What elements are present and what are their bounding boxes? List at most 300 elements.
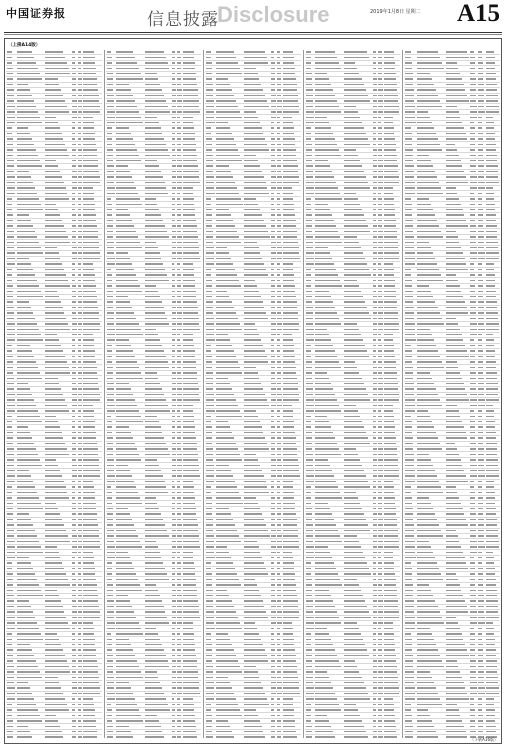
fine-print-placeholder bbox=[283, 350, 294, 351]
fine-print-placeholder bbox=[83, 193, 93, 194]
fine-print-placeholder bbox=[271, 285, 275, 286]
fine-print-placeholder bbox=[216, 144, 237, 145]
fine-print-placeholder bbox=[206, 242, 213, 243]
fine-print-placeholder bbox=[107, 628, 115, 629]
table-cell bbox=[115, 387, 144, 391]
fine-print-placeholder bbox=[206, 225, 212, 226]
table-cell bbox=[82, 333, 101, 337]
fine-print-placeholder bbox=[216, 122, 229, 123]
fine-print-placeholder bbox=[107, 644, 112, 645]
fine-print-placeholder bbox=[7, 231, 14, 232]
fine-print-placeholder bbox=[116, 149, 137, 150]
table-cell bbox=[82, 240, 101, 244]
table-cell bbox=[205, 137, 215, 141]
table-cell bbox=[282, 191, 301, 195]
fine-print-placeholder bbox=[72, 378, 76, 379]
fine-print-placeholder bbox=[283, 285, 295, 286]
fine-print-placeholder bbox=[45, 497, 69, 498]
table-cell bbox=[82, 376, 101, 380]
fine-print-placeholder bbox=[216, 388, 232, 389]
table-cell bbox=[144, 289, 171, 293]
fine-print-placeholder bbox=[145, 95, 164, 96]
table-cell bbox=[144, 229, 171, 233]
fine-print-placeholder bbox=[78, 383, 82, 384]
fine-print-placeholder bbox=[145, 111, 170, 112]
fine-print-placeholder bbox=[107, 486, 112, 487]
fine-print-placeholder bbox=[183, 486, 194, 487]
fine-print-placeholder bbox=[172, 486, 175, 487]
fine-print-placeholder bbox=[7, 73, 13, 74]
fine-print-placeholder bbox=[183, 106, 199, 107]
fine-print-placeholder bbox=[107, 149, 113, 150]
fine-print-placeholder bbox=[145, 51, 164, 52]
fine-print-placeholder bbox=[216, 57, 236, 58]
fine-print-placeholder bbox=[116, 459, 141, 460]
fine-print-placeholder bbox=[244, 437, 265, 438]
table-cell bbox=[16, 229, 45, 233]
fine-print-placeholder bbox=[45, 726, 59, 727]
table-cell bbox=[243, 414, 270, 418]
table-cell bbox=[106, 583, 116, 587]
fine-print-placeholder bbox=[277, 214, 281, 215]
fine-print-placeholder bbox=[183, 503, 195, 504]
table-cell bbox=[182, 588, 201, 592]
fine-print-placeholder bbox=[277, 220, 281, 221]
fine-print-placeholder bbox=[78, 448, 82, 449]
table-cell bbox=[106, 490, 116, 494]
fine-print-placeholder bbox=[107, 247, 114, 248]
table-cell bbox=[282, 436, 301, 440]
fine-print-placeholder bbox=[177, 214, 181, 215]
table-cell bbox=[16, 344, 45, 348]
fine-print-placeholder bbox=[145, 68, 170, 69]
fine-print-placeholder bbox=[83, 448, 97, 449]
fine-print-placeholder bbox=[116, 307, 132, 308]
fine-print-placeholder bbox=[116, 513, 130, 514]
table-cell bbox=[82, 550, 101, 554]
fine-print-placeholder bbox=[244, 51, 264, 52]
table-cell bbox=[16, 507, 45, 511]
table-cell bbox=[106, 643, 116, 647]
table-cell bbox=[44, 355, 71, 359]
fine-print-placeholder bbox=[7, 301, 13, 302]
fine-print-placeholder bbox=[17, 552, 43, 553]
table-cell bbox=[106, 240, 116, 244]
fine-print-placeholder bbox=[172, 62, 175, 63]
fine-print-placeholder bbox=[72, 89, 76, 90]
fine-print-placeholder bbox=[107, 231, 114, 232]
fine-print-placeholder bbox=[283, 421, 294, 422]
fine-print-placeholder bbox=[145, 383, 161, 384]
table-cell bbox=[144, 556, 171, 560]
fine-print-placeholder bbox=[216, 106, 238, 107]
table-cell bbox=[82, 115, 101, 119]
fine-print-placeholder bbox=[244, 214, 262, 215]
fine-print-placeholder bbox=[183, 296, 196, 297]
table-cell bbox=[6, 529, 16, 533]
fine-print-placeholder bbox=[116, 187, 135, 188]
fine-print-placeholder bbox=[45, 595, 59, 596]
fine-print-placeholder bbox=[72, 198, 75, 199]
table-cell bbox=[6, 659, 16, 663]
fine-print-placeholder bbox=[177, 709, 180, 710]
fine-print-placeholder bbox=[116, 138, 133, 139]
table-cell bbox=[115, 376, 144, 380]
fine-print-placeholder bbox=[7, 677, 14, 678]
fine-print-placeholder bbox=[277, 144, 281, 145]
table-cell bbox=[16, 295, 45, 299]
table-cell bbox=[16, 605, 45, 609]
fine-print-placeholder bbox=[172, 492, 175, 493]
table-cell bbox=[182, 202, 201, 206]
fine-print-placeholder bbox=[271, 367, 275, 368]
table-cell bbox=[6, 632, 16, 636]
fine-print-placeholder bbox=[45, 323, 68, 324]
table-cell bbox=[182, 251, 201, 255]
fine-print-placeholder bbox=[116, 475, 131, 476]
table-cell bbox=[82, 529, 101, 533]
fine-print-placeholder bbox=[78, 122, 81, 123]
table-cell bbox=[115, 675, 144, 679]
fine-print-placeholder bbox=[17, 171, 29, 172]
fine-print-placeholder bbox=[116, 715, 141, 716]
fine-print-placeholder bbox=[78, 432, 82, 433]
table-cell bbox=[44, 300, 71, 304]
fine-print-placeholder bbox=[83, 410, 93, 411]
fine-print-placeholder bbox=[172, 432, 176, 433]
fine-print-placeholder bbox=[145, 541, 156, 542]
table-cell bbox=[182, 229, 201, 233]
fine-print-placeholder bbox=[271, 296, 275, 297]
table-cell bbox=[205, 420, 215, 424]
fine-print-placeholder bbox=[183, 606, 198, 607]
fine-print-placeholder bbox=[177, 552, 180, 553]
fine-print-placeholder bbox=[17, 513, 29, 514]
table-cell bbox=[144, 420, 171, 424]
table-cell bbox=[215, 382, 244, 386]
fine-print-placeholder bbox=[107, 508, 113, 509]
fine-print-placeholder bbox=[83, 84, 97, 85]
fine-print-placeholder bbox=[72, 274, 75, 275]
fine-print-placeholder bbox=[183, 57, 194, 58]
fine-print-placeholder bbox=[7, 247, 14, 248]
table-cell bbox=[44, 175, 71, 179]
table-cell bbox=[282, 153, 301, 157]
fine-print-placeholder bbox=[244, 378, 259, 379]
fine-print-placeholder bbox=[283, 100, 299, 101]
table-cell bbox=[182, 583, 201, 587]
fine-print-placeholder bbox=[172, 704, 175, 705]
fine-print-placeholder bbox=[277, 236, 281, 237]
fine-print-placeholder bbox=[172, 144, 176, 145]
fine-print-placeholder bbox=[83, 307, 98, 308]
table-cell bbox=[282, 382, 301, 386]
table-cell bbox=[106, 523, 116, 527]
table-cell bbox=[144, 632, 171, 636]
table-cell bbox=[106, 115, 116, 119]
table-cell bbox=[106, 365, 116, 369]
table-cell bbox=[82, 229, 101, 233]
fine-print-placeholder bbox=[172, 481, 175, 482]
fine-print-placeholder bbox=[116, 160, 141, 161]
fine-print-placeholder bbox=[72, 155, 76, 156]
table-cell bbox=[182, 273, 201, 277]
table-cell bbox=[215, 349, 244, 353]
table-cell bbox=[182, 365, 201, 369]
table-cell bbox=[82, 648, 101, 652]
table-cell bbox=[115, 371, 144, 375]
table-cell bbox=[282, 371, 301, 375]
fine-print-placeholder bbox=[72, 655, 76, 656]
fine-print-placeholder bbox=[277, 138, 281, 139]
fine-print-placeholder bbox=[17, 334, 42, 335]
table-cell bbox=[215, 88, 244, 92]
fine-print-placeholder bbox=[172, 127, 175, 128]
fine-print-placeholder bbox=[72, 312, 76, 313]
fine-print-placeholder bbox=[78, 557, 81, 558]
table-cell bbox=[44, 577, 71, 581]
table-cell bbox=[106, 61, 116, 65]
fine-print-placeholder bbox=[45, 666, 68, 667]
table-cell bbox=[106, 463, 116, 467]
table-cell bbox=[44, 583, 71, 587]
fine-print-placeholder bbox=[17, 220, 31, 221]
page-header bbox=[0, 0, 506, 30]
fine-print-placeholder bbox=[78, 639, 81, 640]
table-cell bbox=[16, 485, 45, 489]
table-cell bbox=[115, 66, 144, 70]
fine-print-placeholder bbox=[78, 628, 81, 629]
table-cell bbox=[215, 420, 244, 424]
fine-print-placeholder bbox=[83, 301, 97, 302]
fine-print-placeholder bbox=[45, 329, 70, 330]
table-cell bbox=[106, 616, 116, 620]
table-cell bbox=[6, 436, 16, 440]
table-cell bbox=[6, 692, 16, 696]
fine-print-placeholder bbox=[216, 361, 238, 362]
fine-print-placeholder bbox=[78, 715, 81, 716]
fine-print-placeholder bbox=[116, 57, 135, 58]
table-cell bbox=[282, 175, 301, 179]
table-cell bbox=[82, 121, 101, 125]
fine-print-placeholder bbox=[116, 225, 134, 226]
fine-print-placeholder bbox=[277, 334, 280, 335]
table-cell bbox=[115, 490, 144, 494]
table-cell bbox=[106, 545, 116, 549]
fine-print-placeholder bbox=[72, 160, 76, 161]
fine-print-placeholder bbox=[17, 367, 38, 368]
fine-print-placeholder bbox=[271, 383, 275, 384]
fine-print-placeholder bbox=[83, 111, 100, 112]
table-cell bbox=[44, 708, 71, 712]
table-cell bbox=[82, 132, 101, 136]
table-cell bbox=[82, 583, 101, 587]
fine-print-placeholder bbox=[145, 182, 165, 183]
fine-print-placeholder bbox=[177, 51, 180, 52]
fine-print-placeholder bbox=[83, 165, 98, 166]
fine-print-placeholder bbox=[45, 231, 66, 232]
table-cell bbox=[82, 403, 101, 407]
table-cell bbox=[6, 175, 16, 179]
fine-print-placeholder bbox=[244, 372, 257, 373]
fine-print-placeholder bbox=[7, 242, 14, 243]
fine-print-placeholder bbox=[45, 155, 69, 156]
fine-print-placeholder bbox=[7, 704, 12, 705]
table-cell bbox=[205, 295, 215, 299]
table-cell bbox=[215, 240, 244, 244]
fine-print-placeholder bbox=[7, 622, 15, 623]
fine-print-placeholder bbox=[83, 437, 96, 438]
table-cell bbox=[144, 425, 171, 429]
table-cell bbox=[205, 262, 215, 266]
table-cell bbox=[115, 529, 144, 533]
table-cell bbox=[243, 142, 270, 146]
fine-print-placeholder bbox=[107, 579, 113, 580]
table-cell bbox=[115, 360, 144, 364]
fine-print-placeholder bbox=[107, 165, 114, 166]
fine-print-placeholder bbox=[116, 671, 141, 672]
fine-print-placeholder bbox=[145, 513, 161, 514]
table-column bbox=[106, 50, 202, 738]
fine-print-placeholder bbox=[271, 231, 275, 232]
fine-print-placeholder bbox=[78, 600, 82, 601]
table-cell bbox=[115, 523, 144, 527]
fine-print-placeholder bbox=[78, 296, 82, 297]
fine-print-placeholder bbox=[116, 301, 130, 302]
fine-print-placeholder bbox=[17, 579, 38, 580]
table-cell bbox=[205, 55, 215, 59]
fine-print-placeholder bbox=[244, 95, 265, 96]
fine-print-placeholder bbox=[107, 492, 112, 493]
table-cell bbox=[106, 219, 116, 223]
table-cell bbox=[44, 713, 71, 717]
table-cell bbox=[182, 664, 201, 668]
table-cell bbox=[6, 626, 16, 630]
table-cell bbox=[144, 311, 171, 315]
table-cell bbox=[205, 393, 215, 397]
table-cell bbox=[182, 637, 201, 641]
table-cell bbox=[106, 104, 116, 108]
fine-print-placeholder bbox=[145, 307, 164, 308]
fine-print-placeholder bbox=[177, 378, 181, 379]
table-cell bbox=[144, 719, 171, 723]
table-cell bbox=[6, 588, 16, 592]
fine-print-placeholder bbox=[83, 334, 93, 335]
table-cell bbox=[44, 588, 71, 592]
fine-print-placeholder bbox=[72, 443, 76, 444]
fine-print-placeholder bbox=[17, 416, 41, 417]
table-cell bbox=[115, 219, 144, 223]
fine-print-placeholder bbox=[206, 394, 214, 395]
table-cell bbox=[205, 170, 215, 174]
table-cell bbox=[243, 50, 270, 54]
table-cell bbox=[282, 251, 301, 255]
fine-print-placeholder bbox=[17, 660, 36, 661]
fine-print-placeholder bbox=[17, 89, 30, 90]
table-cell bbox=[215, 284, 244, 288]
table-cell bbox=[106, 692, 116, 696]
fine-print-placeholder bbox=[145, 524, 165, 525]
fine-print-placeholder bbox=[177, 416, 180, 417]
table-cell bbox=[215, 72, 244, 76]
fine-print-placeholder bbox=[72, 204, 75, 205]
fine-print-placeholder bbox=[145, 345, 162, 346]
table-cell bbox=[243, 235, 270, 239]
table-cell bbox=[106, 599, 116, 603]
fine-print-placeholder bbox=[83, 296, 96, 297]
table-cell bbox=[243, 191, 270, 195]
table-cell bbox=[6, 164, 16, 168]
fine-print-placeholder bbox=[145, 709, 170, 710]
table-cell bbox=[16, 186, 45, 190]
fine-print-placeholder bbox=[244, 62, 268, 63]
fine-print-placeholder bbox=[45, 117, 56, 118]
header-rule bbox=[4, 32, 502, 33]
fine-print-placeholder bbox=[172, 51, 175, 52]
fine-print-placeholder bbox=[78, 698, 81, 699]
table-cell bbox=[205, 159, 215, 163]
fine-print-placeholder bbox=[277, 416, 280, 417]
fine-print-placeholder bbox=[7, 524, 14, 525]
fine-print-placeholder bbox=[78, 236, 82, 237]
table-cell bbox=[106, 670, 116, 674]
fine-print-placeholder bbox=[116, 62, 137, 63]
fine-print-placeholder bbox=[107, 617, 115, 618]
fine-print-placeholder bbox=[183, 367, 196, 368]
table-cell bbox=[144, 240, 171, 244]
fine-print-placeholder bbox=[177, 600, 181, 601]
fine-print-placeholder bbox=[107, 513, 113, 514]
fine-print-placeholder bbox=[177, 204, 180, 205]
table-cell bbox=[82, 561, 101, 565]
table-cell bbox=[6, 268, 16, 272]
table-cell bbox=[144, 561, 171, 565]
fine-print-placeholder bbox=[72, 600, 76, 601]
fine-print-placeholder bbox=[244, 410, 256, 411]
fine-print-placeholder bbox=[145, 465, 159, 466]
fine-print-placeholder bbox=[206, 421, 211, 422]
fine-print-placeholder bbox=[83, 361, 96, 362]
fine-print-placeholder bbox=[206, 204, 211, 205]
table-cell bbox=[144, 485, 171, 489]
fine-print-placeholder bbox=[107, 73, 113, 74]
fine-print-placeholder bbox=[72, 209, 75, 210]
fine-print-placeholder bbox=[17, 280, 38, 281]
fine-print-placeholder bbox=[145, 84, 161, 85]
fine-print-placeholder bbox=[277, 160, 281, 161]
fine-print-placeholder bbox=[7, 274, 12, 275]
fine-print-placeholder bbox=[107, 367, 113, 368]
fine-print-placeholder bbox=[78, 584, 82, 585]
fine-print-placeholder bbox=[183, 214, 195, 215]
fine-print-placeholder bbox=[83, 492, 94, 493]
fine-print-placeholder bbox=[107, 269, 112, 270]
fine-print-placeholder bbox=[177, 557, 180, 558]
table-cell bbox=[144, 132, 171, 136]
table-cell bbox=[282, 137, 301, 141]
fine-print-placeholder bbox=[183, 622, 193, 623]
fine-print-placeholder bbox=[17, 312, 34, 313]
table-cell bbox=[144, 137, 171, 141]
fine-print-placeholder bbox=[7, 470, 15, 471]
table-cell bbox=[44, 257, 71, 261]
table-cell bbox=[282, 278, 301, 282]
fine-print-placeholder bbox=[7, 187, 15, 188]
fine-print-placeholder bbox=[283, 291, 296, 292]
fine-print-placeholder bbox=[172, 595, 176, 596]
table-cell bbox=[144, 322, 171, 326]
fine-print-placeholder bbox=[107, 127, 112, 128]
